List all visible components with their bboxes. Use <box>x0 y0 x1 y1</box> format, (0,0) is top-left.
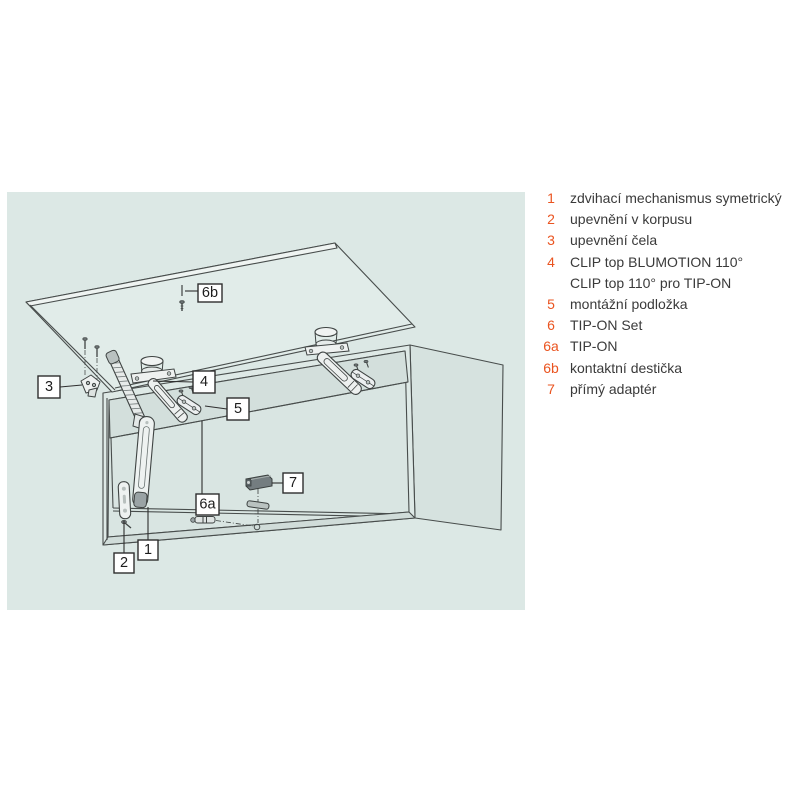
callout-6b <box>198 284 222 302</box>
callout-4 <box>193 371 215 393</box>
screw-icon <box>95 346 99 349</box>
legend-num: 1 <box>547 190 555 206</box>
legend-row <box>538 358 798 379</box>
legend <box>538 188 798 400</box>
legend-row <box>538 273 798 294</box>
legend-num: 6b <box>543 359 559 376</box>
legend-label: zdvihací mechanismus symetrický <box>570 190 782 206</box>
legend-label: přímý adaptér <box>570 380 657 397</box>
callout-6a <box>196 494 219 515</box>
legend-row <box>538 379 798 400</box>
screw-icon <box>83 338 87 341</box>
cabinet-right-face <box>410 345 503 530</box>
legend-label: CLIP top BLUMOTION 110° <box>570 253 744 270</box>
hinge-cup <box>315 328 337 337</box>
callout-5-label: 5 <box>233 401 243 417</box>
legend-row <box>538 188 798 209</box>
legend-num: 2 <box>547 211 555 228</box>
screw-icon <box>180 301 185 304</box>
legend-num: 7 <box>547 380 555 397</box>
legend-label: montážní podložka <box>570 296 688 313</box>
legend-num: 6 <box>547 317 555 334</box>
callout-6a-label: 6a <box>199 496 216 513</box>
legend-label: CLIP top 110° pro TIP-ON <box>570 274 732 291</box>
cabinet-diagram <box>7 192 525 610</box>
legend-num: 4 <box>547 253 555 270</box>
screw-icon <box>179 390 183 392</box>
callout-1 <box>138 540 158 560</box>
legend-row <box>538 294 798 315</box>
callout-7-label: 7 <box>288 475 298 491</box>
corpus-fixing-plate <box>118 481 131 519</box>
lift-bottom-cap <box>134 492 148 508</box>
legend-row <box>538 336 798 357</box>
callout-2-label: 2 <box>119 555 129 571</box>
legend-num: 3 <box>547 232 555 249</box>
callout-4-label: 4 <box>199 374 209 390</box>
screw-icon <box>354 364 358 366</box>
callout-5 <box>227 398 249 420</box>
legend-label: upevnění v korpusu <box>570 211 693 228</box>
legend-label: TIP-ON <box>570 338 618 355</box>
legend-num: 5 <box>547 296 555 313</box>
legend-num: 6a <box>543 338 559 355</box>
callout-3 <box>38 376 60 398</box>
callout-6b-label: 6b <box>201 285 219 301</box>
legend-row <box>538 209 798 230</box>
callout-1-label: 1 <box>143 542 153 558</box>
hinge-cup <box>141 357 163 366</box>
legend-label: kontaktní destička <box>570 359 683 376</box>
legend-label: upevnění čela <box>570 232 658 249</box>
callout-7 <box>283 473 303 493</box>
callout-2 <box>114 553 134 573</box>
legend-label: TIP-ON Set <box>570 317 643 334</box>
legend-row <box>538 230 798 251</box>
screw-icon <box>364 360 368 362</box>
legend-row <box>538 315 798 336</box>
legend-row <box>538 252 798 273</box>
diagram-panel <box>7 192 525 610</box>
callout-3-label: 3 <box>44 379 54 395</box>
